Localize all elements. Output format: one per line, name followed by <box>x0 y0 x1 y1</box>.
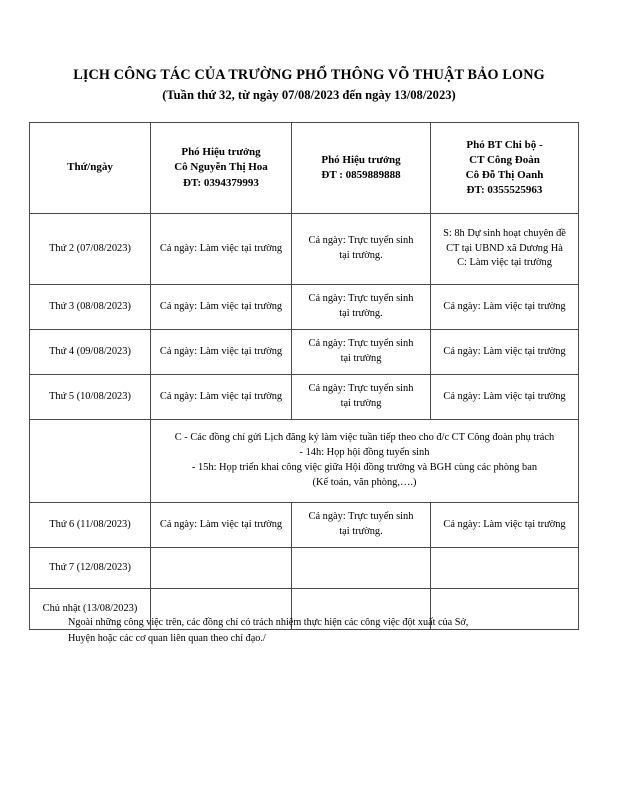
cell-day: Thứ 4 (09/08/2023) <box>30 330 151 375</box>
cell-text-line: S: 8h Dự sinh hoạt chuyên đề <box>443 227 566 239</box>
table-row <box>30 548 579 589</box>
cell-vice-principal-1 <box>151 503 292 548</box>
cell-text-line: Cả ngày: Trực tuyển sinh <box>308 293 414 305</box>
schedule-table-container <box>29 122 578 630</box>
cell-vice-principal-1 <box>151 330 292 375</box>
document-subtitle: (Tuần thứ 32, từ ngày 07/08/2023 đến ngày 13/08/2023) <box>162 88 456 103</box>
notes-text-line: C - Các đồng chí gửi Lịch đăng ký làm việc tuần tiếp theo cho đ/c CT Công đoàn phụ trách <box>174 432 555 444</box>
vp2-phone: ĐT : 0859889888 <box>321 169 401 181</box>
cell-text-line: tại trường. <box>339 526 383 537</box>
cell-day: Thứ 2 (07/08/2023) <box>30 214 151 285</box>
table-row <box>30 214 579 285</box>
cell-text-line: tại trường <box>340 398 382 409</box>
cell-day <box>30 420 151 503</box>
notes-text-line: - 14h: Họp hội đồng tuyển sinh <box>299 447 430 459</box>
cell-vice-principal-1 <box>151 375 292 420</box>
cell-vice-principal-2 <box>292 214 431 285</box>
table-row <box>30 375 579 420</box>
column-header-day-label: Thứ/ngày <box>67 161 113 174</box>
cell-day: Thứ 5 (10/08/2023) <box>30 375 151 420</box>
cell-day: Thứ 3 (08/08/2023) <box>30 285 151 330</box>
cell-text-line: Cả ngày: Làm việc tại trường <box>159 300 283 312</box>
table-row <box>30 285 579 330</box>
cell-text-line: Cả ngày: Làm việc tại trường <box>443 300 566 312</box>
cell-vice-principal-2 <box>292 503 431 548</box>
union-role-line2: CT Công Đoàn <box>469 153 540 166</box>
footer-note-line-1: Ngoài những công việc trên, các đồng chí có trách nhiệm thực hiện các công việc đột xuất của Sở, <box>68 617 469 628</box>
footer-note <box>68 615 578 647</box>
cell-text-line: tại trường. <box>339 308 383 319</box>
notes-text-line: (Kế toán, văn phòng,….) <box>312 476 417 488</box>
cell-text-line: tại trường. <box>339 250 383 261</box>
cell-text-line: Cả ngày: Trực tuyển sinh <box>308 511 414 523</box>
cell-text-line: Cả ngày: Làm việc tại trường <box>159 242 283 254</box>
cell-weekly-notes <box>151 420 579 503</box>
cell-union-chair <box>431 503 579 548</box>
column-header-day <box>30 123 151 214</box>
union-name: Cô Đỗ Thị Oanh <box>465 169 544 181</box>
cell-text-line: Cả ngày: Trực tuyển sinh <box>308 235 414 247</box>
cell-vice-principal-2 <box>292 285 431 330</box>
cell-text-line: Cả ngày: Trực tuyển sinh <box>308 338 414 350</box>
cell-text-line: Cả ngày: Làm việc tại trường <box>443 518 566 530</box>
vp1-phone: ĐT: 0394379993 <box>183 176 259 189</box>
table-header-row <box>30 123 579 214</box>
column-header-union-chair <box>431 123 579 214</box>
cell-day: Chủ nhật (13/08/2023) <box>30 589 151 630</box>
union-phone: ĐT: 0355525963 <box>466 184 543 197</box>
document-title: LỊCH CÔNG TÁC CỦA TRƯỜNG PHỔ THÔNG VÕ THUẬT BẢO LONG <box>73 67 545 83</box>
vp1-name: Cô Nguyễn Thị Hoa <box>174 161 268 174</box>
cell-text-line: C: Làm việc tại trường <box>457 257 552 269</box>
cell-text-line: Cả ngày: Trực tuyển sinh <box>308 383 414 395</box>
cell-vice-principal-1 <box>151 548 292 589</box>
cell-text-line: Cả ngày: Làm việc tại trường <box>159 518 283 530</box>
cell-day: Thứ 7 (12/08/2023) <box>30 548 151 589</box>
table-row <box>30 330 579 375</box>
cell-day: Thứ 6 (11/08/2023) <box>30 503 151 548</box>
cell-text-line: Cả ngày: Làm việc tại trường <box>159 390 283 402</box>
cell-text-line: Cả ngày: Làm việc tại trường <box>159 345 283 357</box>
vp1-role: Phó Hiệu trưởng <box>181 146 261 159</box>
table-row-notes <box>30 420 579 503</box>
cell-vice-principal-2 <box>292 330 431 375</box>
cell-vice-principal-1 <box>151 214 292 285</box>
cell-union-chair <box>431 375 579 420</box>
notes-text-line: - 15h: Họp triển khai công việc giữa Hội đồng trường và BGH cùng các phòng ban <box>191 462 538 473</box>
cell-text-line: CT tại UBND xã Dương Hà <box>446 242 563 254</box>
cell-union-chair <box>431 285 579 330</box>
cell-text-line: tại trường <box>340 353 382 364</box>
cell-vice-principal-2 <box>292 548 431 589</box>
footer-note-line-2: Huyện hoặc các cơ quan liên quan theo chỉ đạo./ <box>68 632 266 644</box>
cell-vice-principal-1 <box>151 285 292 330</box>
cell-text-line: Cả ngày: Làm việc tại trường <box>443 390 566 402</box>
cell-text-line: Cả ngày: Làm việc tại trường <box>443 345 566 357</box>
schedule-table <box>29 122 579 630</box>
title-block <box>0 66 618 104</box>
column-header-vice-principal-2 <box>292 123 431 214</box>
schedule-table-body <box>30 214 579 630</box>
union-role-line1: Phó BT Chi bộ - <box>466 138 543 151</box>
cell-union-chair <box>431 330 579 375</box>
column-header-vice-principal-1 <box>151 123 292 214</box>
table-row <box>30 503 579 548</box>
cell-union-chair <box>431 548 579 589</box>
cell-vice-principal-2 <box>292 375 431 420</box>
cell-union-chair <box>431 214 579 285</box>
vp2-role: Phó Hiệu trưởng <box>321 153 401 166</box>
